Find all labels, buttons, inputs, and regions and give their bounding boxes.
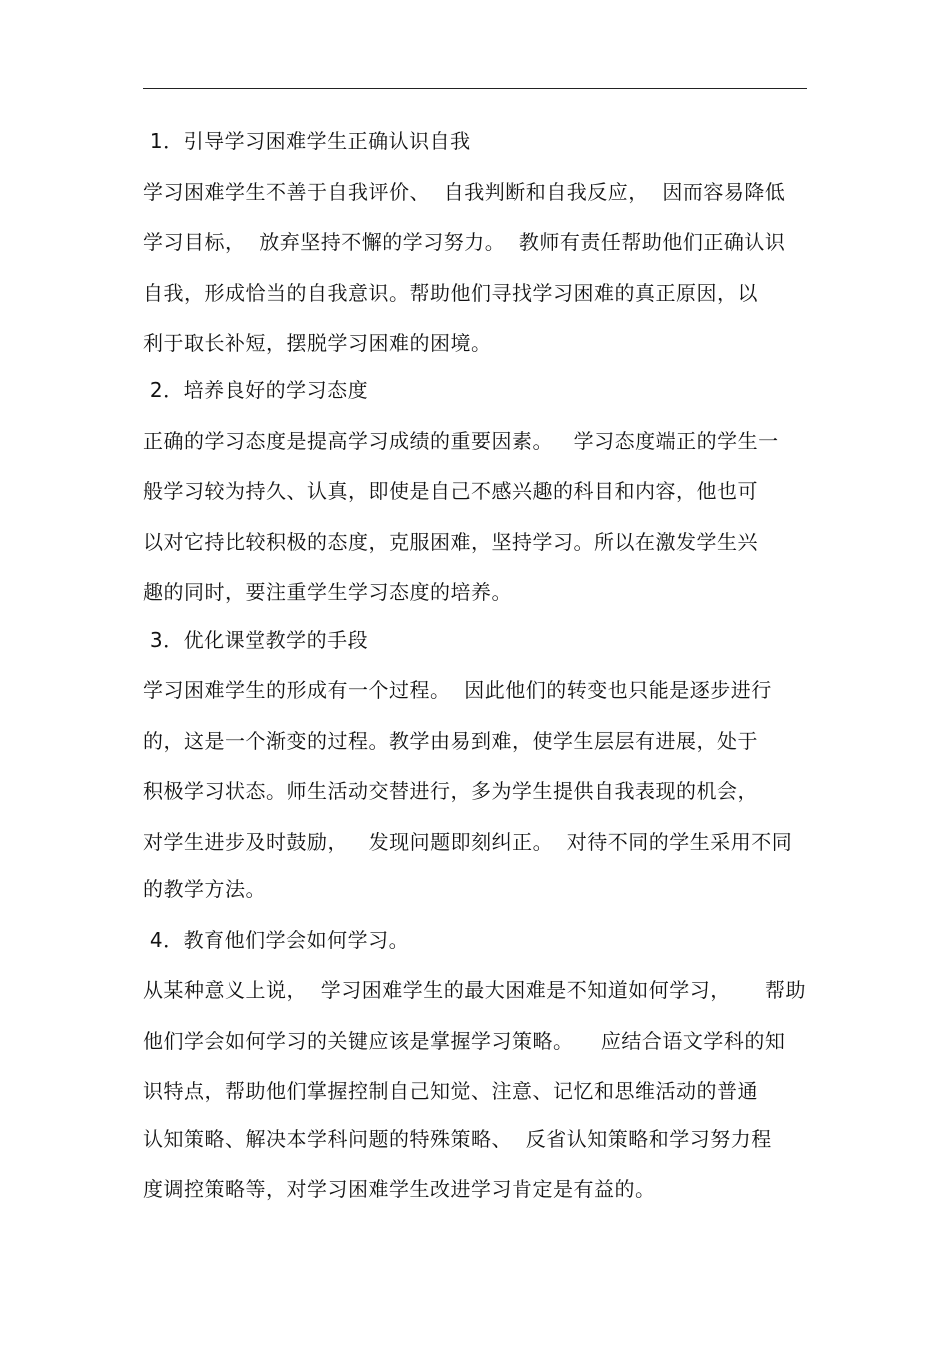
paragraph-line: 从某种意义上说， 学习困难学生的最大困难是不知道如何学习， 帮助 [143,978,807,1002]
paragraph-line: 他们学会如何学习的关键应该是掌握学习策略。 应结合语文学科的知 [143,1029,786,1053]
section-heading-1: 1．引导学习困难学生正确认识自我 [143,129,471,153]
paragraph-line: 的，这是一个渐变的过程。教学由易到难，使学生层层有进展，处于 [143,729,758,753]
paragraph-line: 积极学习状态。师生活动交替进行，多为学生提供自我表现的机会， [143,779,758,803]
paragraph-line: 认知策略、解决本学科问题的特殊策略、 反省认知策略和学习努力程 [143,1127,772,1151]
paragraph-line: 学习目标， 放弃坚持不懈的学习努力。 教师有责任帮助他们正确认识 [143,230,786,254]
paragraph-line: 正确的学习态度是提高学习成绩的重要因素。 学习态度端正的学生一 [143,429,779,453]
section-heading-2: 2．培养良好的学习态度 [143,378,369,402]
paragraph-line: 自我，形成恰当的自我意识。帮助他们寻找学习困难的真正原因，以 [143,281,758,305]
paragraph-line: 学习困难学生不善于自我评价、 自我判断和自我反应， 因而容易降低 [143,180,786,204]
paragraph-line: 识特点，帮助他们掌握控制自己知觉、注意、记忆和思维活动的普通 [143,1079,758,1103]
paragraph-line: 利于取长补短，摆脱学习困难的困境。 [143,331,492,355]
paragraph-line: 趣的同时，要注重学生学习态度的培养。 [143,580,512,604]
paragraph-line: 度调控策略等，对学习困难学生改进学习肯定是有益的。 [143,1177,656,1201]
paragraph-line: 般学习较为持久、认真，即使是自己不感兴趣的科目和内容，他也可 [143,479,758,503]
paragraph-line: 的教学方法。 [143,877,266,901]
header-rule [143,88,807,89]
paragraph-line: 学习困难学生的形成有一个过程。 因此他们的转变也只能是逐步进行 [143,678,772,702]
section-heading-4: 4．教育他们学会如何学习。 [143,928,410,952]
paragraph-line: 对学生进步及时鼓励， 发现问题即刻纠正。 对待不同的学生采用不同 [143,830,793,854]
paragraph-line: 以对它持比较积极的态度，克服困难，坚持学习。所以在激发学生兴 [143,530,758,554]
section-heading-3: 3．优化课堂教学的手段 [143,628,369,652]
